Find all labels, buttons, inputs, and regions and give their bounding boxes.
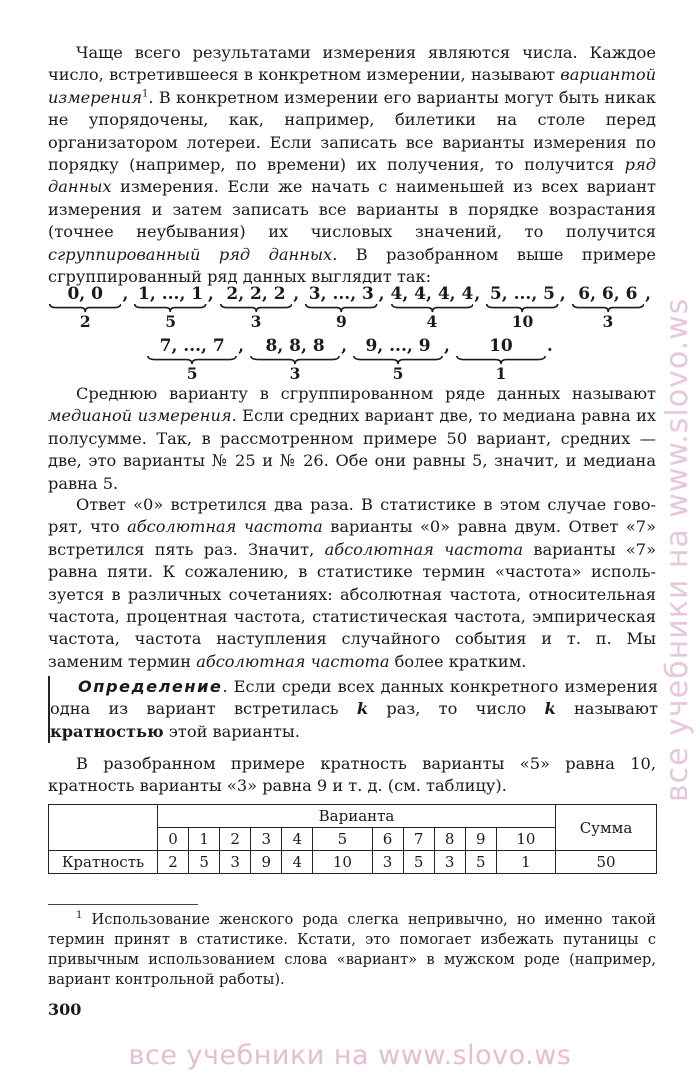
sum-header: Сумма xyxy=(556,805,657,851)
variant-cell: 10 xyxy=(496,828,555,851)
variant-cell: 9 xyxy=(465,828,496,851)
variant-cell: 4 xyxy=(282,828,313,851)
series-separator: , xyxy=(293,284,300,304)
series-group xyxy=(147,336,237,382)
series-count: 5 xyxy=(392,364,404,383)
series-values: 9, ..., 9 xyxy=(365,336,431,356)
term-abs-frequency: абсолютная частота xyxy=(324,539,524,559)
count-cell: 5 xyxy=(403,851,434,874)
series-group xyxy=(305,284,377,330)
footnote-text: Использование женского рода слегка непривычно, но именно такой термин принят в статистике. Кстати, это помогает избежать путаницы с привычным использованием слова «вариант» в мужском роде (например, вариант контрольной работы). xyxy=(48,911,656,988)
grouped-series xyxy=(48,284,656,382)
term-abs-frequency: абсолютная частота xyxy=(196,651,390,671)
var-k: k xyxy=(356,699,369,719)
paragraph-frequency xyxy=(48,494,656,673)
series-group xyxy=(456,336,546,382)
var-k: k xyxy=(544,699,556,719)
sum-cell: 50 xyxy=(556,851,657,874)
series-separator: , xyxy=(474,284,481,304)
series-separator: , xyxy=(559,284,566,304)
count-cell: 3 xyxy=(220,851,251,874)
series-group xyxy=(220,284,292,330)
watermark-bottom: все учебники на www.slovo.ws xyxy=(128,1040,572,1071)
table-header-row xyxy=(49,805,657,828)
count-cell: 3 xyxy=(372,851,403,874)
p2-text-a: Среднюю варианту в сгруппированном ряде данных называют xyxy=(76,384,656,403)
footnote-mark: 1 xyxy=(76,910,83,922)
term-abs-frequency: абсолютная частота xyxy=(127,517,323,537)
p1-text-h: . В разобранном выше примере сгруппированный ряд данных выглядит так: xyxy=(48,244,656,287)
series-group xyxy=(49,284,121,330)
series-row-2 xyxy=(48,336,656,382)
count-cell: 3 xyxy=(434,851,465,874)
count-cell: 1 xyxy=(496,851,555,874)
variant-header: Варианта xyxy=(158,805,556,828)
series-separator: , xyxy=(207,284,214,304)
count-cell: 5 xyxy=(465,851,496,874)
series-values: 5, ..., 5 xyxy=(489,284,556,304)
series-values: 0, 0 xyxy=(67,284,103,304)
term-multiplicity: кратностью xyxy=(50,721,164,741)
series-count: 3 xyxy=(250,312,262,331)
p3-text-e: варианты «7» равна пяти. К сожалению, в статистике термин «частота» используется в различных сочетаниях: абсолютная частота, относительная частота, процентная частота, статистическая частота, эмпирическая частота, частота наступления случайного события и т. п. Мы заменим термин xyxy=(48,539,657,671)
variant-cell: 3 xyxy=(251,828,282,851)
footnote-ref: 1 xyxy=(142,88,149,100)
p1-text-a: Чаще всего результатами измерения являются числа. Каждое число, встретившееся в конкретном измерении, называют xyxy=(48,43,656,85)
paragraph-example xyxy=(48,753,656,798)
series-group xyxy=(391,284,474,330)
series-group xyxy=(572,284,644,330)
series-count: 10 xyxy=(511,312,534,331)
series-values: 3, ..., 3 xyxy=(308,284,374,304)
series-values: 2, 2, 2 xyxy=(226,284,286,304)
series-separator: , xyxy=(341,336,347,356)
series-values: 7, ..., 7 xyxy=(159,336,225,356)
counts-row xyxy=(49,851,657,874)
definition-term: Определение xyxy=(78,677,223,696)
series-values: 10 xyxy=(489,336,513,356)
series-separator: , xyxy=(238,336,245,356)
series-count: 5 xyxy=(165,312,176,331)
definition-box xyxy=(48,676,658,743)
series-count: 5 xyxy=(186,364,198,383)
footnote-divider xyxy=(48,904,198,905)
variant-cell: 0 xyxy=(158,828,189,851)
series-group xyxy=(353,336,443,382)
series-count: 2 xyxy=(79,312,91,331)
row-label: Кратность xyxy=(49,851,158,874)
series-values: 1, ..., 1 xyxy=(138,284,204,304)
paragraph-median xyxy=(48,383,656,495)
series-group xyxy=(486,284,558,330)
p2-text-c: . Если средних вариант две, то медиана равна их полусумме. Так, в рассмотренном примере 50 вариант, средних — две, это варианты № 25 и № 26. Обе они равны 5, значит, и медиана равна 5. xyxy=(48,406,656,493)
paragraph-variants xyxy=(48,42,656,288)
term-grouped-series: сгруппированный ряд данных xyxy=(48,244,333,264)
def-text-b: раз, то число xyxy=(368,699,545,719)
multiplicity-table xyxy=(48,804,657,874)
p1-text-f: измерения. Если же начать с наименьшей из всех вариант измерения и затем записать все варианты в порядке возрастания (точнее неубывания) их числовых значений, то получится xyxy=(48,177,656,242)
p3-text-g: более кратким. xyxy=(389,651,527,671)
table-corner-cell xyxy=(49,805,158,851)
term-data-series: ряд данных xyxy=(48,155,656,197)
def-text-e: этой варианты. xyxy=(163,721,300,741)
series-group xyxy=(250,336,340,382)
variant-cell: 7 xyxy=(403,828,434,851)
def-text-c: называют xyxy=(555,699,658,719)
series-separator: . xyxy=(546,336,553,356)
series-separator: , xyxy=(378,284,385,304)
p3-text-c: варианты «0» равна двум. Ответ «7» встретился пять раз. Значит, xyxy=(48,517,656,559)
footnote xyxy=(48,910,656,990)
series-count: 3 xyxy=(602,312,614,331)
watermark-side: все учебники на www.slovo.ws xyxy=(660,297,695,803)
series-count: 3 xyxy=(289,364,301,383)
count-cell: 10 xyxy=(313,851,372,874)
count-cell: 2 xyxy=(158,851,189,874)
p4-text: В разобранном примере кратность варианты «5» равна 10, кратность варианты «3» равна 9 и т. д. (см. таблицу). xyxy=(48,754,656,796)
series-count: 4 xyxy=(426,312,438,331)
count-cell: 4 xyxy=(282,851,313,874)
variant-cell: 5 xyxy=(313,828,372,851)
term-variant: вариантой измерения xyxy=(48,65,656,107)
count-cell: 9 xyxy=(251,851,282,874)
p3-text-a: Ответ «0» встретился два раза. В статистике в этом случае говорят, что xyxy=(48,495,656,537)
series-separator: , xyxy=(645,284,651,304)
series-values: 8, 8, 8 xyxy=(265,336,325,356)
p1-text-d: . В конкретном измерении его варианты могут быть никак не упорядочены, как, например, билетики на столе перед организатором лотереи. Если записать все варианты измерения по порядку (например, по времени) их получения, то получится xyxy=(48,87,656,175)
series-values: 4, 4, 4, 4 xyxy=(390,284,474,304)
def-text-a: . Если среди всех данных конкретного измерения одна из вариант встретилась xyxy=(50,677,658,719)
series-group xyxy=(134,284,206,330)
series-values: 6, 6, 6 xyxy=(578,284,638,304)
page-number: 300 xyxy=(48,1000,82,1019)
series-count: 1 xyxy=(495,364,507,383)
variant-cell: 2 xyxy=(220,828,251,851)
variant-cell: 1 xyxy=(189,828,220,851)
term-median: медианой измерения xyxy=(48,406,232,426)
series-separator: , xyxy=(122,284,129,304)
series-count: 9 xyxy=(335,312,347,331)
count-cell: 5 xyxy=(189,851,220,874)
series-separator: , xyxy=(444,336,450,356)
variant-cell: 8 xyxy=(434,828,465,851)
series-row-1 xyxy=(48,284,656,330)
variant-cell: 6 xyxy=(372,828,403,851)
